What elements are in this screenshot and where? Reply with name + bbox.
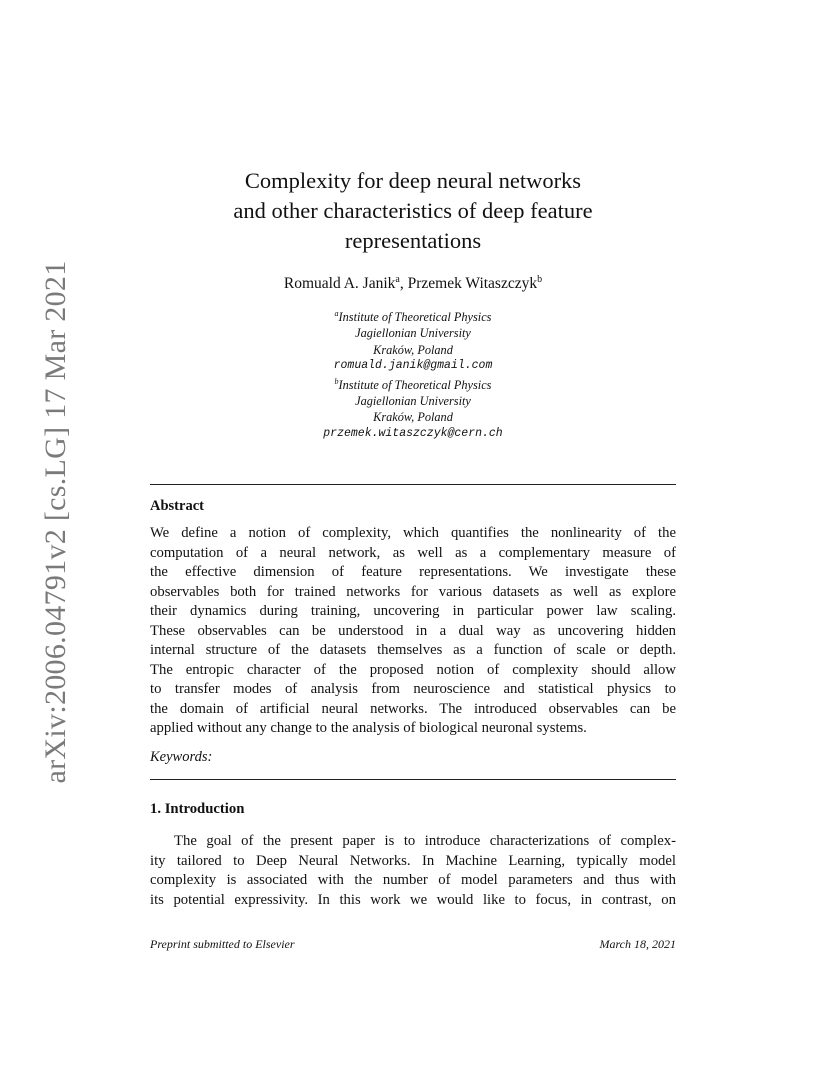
abstract-heading: Abstract <box>150 498 204 514</box>
title-line: Complexity for deep neural networks <box>244 168 582 193</box>
intro-paragraph <box>150 832 676 910</box>
abstract-line: The entropic character of the proposed notion of complexity should allow <box>150 661 676 678</box>
intro-line: complexity is associated with the number of model parameters and thus with <box>150 872 676 888</box>
abstract-line: to transfer modes of analysis from neuroscience and statistical physics to <box>150 681 676 697</box>
author-separator: , <box>399 275 408 293</box>
email-link[interactable]: romuald.janik@gmail.com <box>333 358 493 372</box>
paper-title <box>150 166 676 256</box>
affiliation-marker: a <box>395 274 400 285</box>
footer-date: March 18, 2021 <box>599 937 676 951</box>
abstract-body <box>150 524 676 739</box>
abstract-line: observables both for trained networks for various datasets as well as explore <box>150 583 676 600</box>
abstract-line: These observables can be understood in a dual way as uncovering hidden <box>150 622 676 639</box>
title-line: representations <box>344 228 482 253</box>
intro-line: ity tailored to Deep Neural Networks. In Machine Learning, typically model <box>150 852 676 869</box>
author-list <box>150 274 676 293</box>
abstract-line: their dynamics during training, uncovering in particular power law scaling. <box>150 603 676 619</box>
abstract-line: applied without any change to the analysis of biological neuronal systems. <box>150 720 587 736</box>
title-line: and other characteristics of deep feature <box>233 198 593 223</box>
affiliation-line <box>150 374 676 393</box>
divider <box>150 779 676 780</box>
affiliations <box>150 306 676 442</box>
affiliation-text: Institute of Theoretical Physics <box>338 310 492 325</box>
author-name: Romuald A. Janik <box>283 275 396 293</box>
abstract-line: the effective dimension of feature representations. We investigate these <box>150 564 676 580</box>
affiliation-marker: b <box>537 274 543 285</box>
footer-journal: Preprint submitted to Elsevier <box>150 937 295 951</box>
affiliation-marker: b <box>334 376 339 386</box>
intro-line: its potential expressivity. In this work we would like to focus, in contrast, on <box>150 891 676 908</box>
section-heading: 1. Introduction <box>150 801 245 817</box>
affiliation-line: Kraków, Poland <box>373 342 453 357</box>
abstract-line: computation of a neural network, as well as a complementary measure of <box>150 544 676 561</box>
abstract-line: internal structure of the datasets themselves as a function of scale or depth. <box>150 642 676 658</box>
keywords-label: Keywords: <box>150 749 213 765</box>
divider <box>150 484 676 485</box>
author-name: Przemek Witaszczyk <box>407 275 538 293</box>
email-link[interactable]: przemek.witaszczyk@cern.ch <box>323 426 503 440</box>
affiliation-line: Jagiellonian University <box>355 394 471 409</box>
affiliation-line: Kraków, Poland <box>373 410 453 425</box>
abstract-line: the domain of artificial neural networks. The introduced observables can be <box>150 700 676 717</box>
intro-line: The goal of the present paper is to introduce characterizations of complex- <box>174 833 676 849</box>
affiliation-line <box>150 306 676 325</box>
affiliation-text: Institute of Theoretical Physics <box>338 378 492 392</box>
arxiv-stamp: arXiv:2006.04791v2 [cs.LG] 17 Mar 2021 <box>39 260 72 784</box>
affiliation-line: Jagiellonian University <box>355 326 471 341</box>
affiliation-marker: a <box>334 309 339 318</box>
abstract-line: We define a notion of complexity, which quantifies the nonlinearity of the <box>150 525 676 541</box>
